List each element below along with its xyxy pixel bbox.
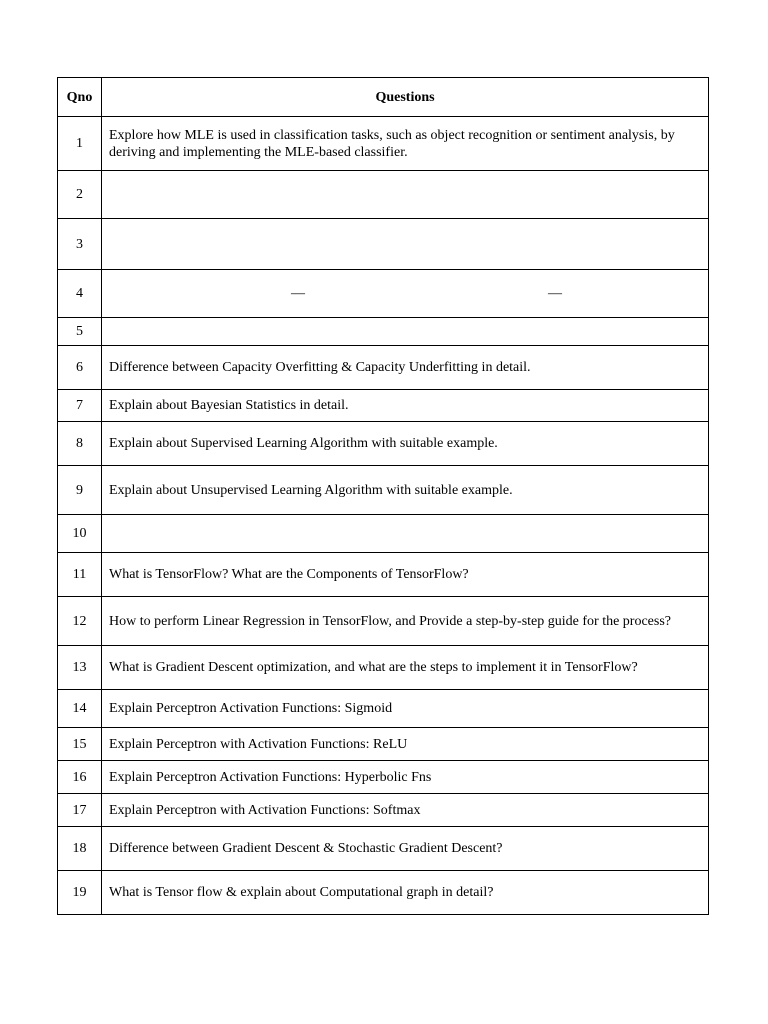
dash-marks — [109, 285, 696, 302]
question-text: What is TensorFlow? What are the Components of TensorFlow? — [102, 553, 709, 597]
question-text: Difference between Gradient Descent & Stochastic Gradient Descent? — [102, 827, 709, 871]
question-text: Explain about Unsupervised Learning Algorithm with suitable example. — [102, 466, 709, 515]
question-text — [102, 515, 709, 553]
table-row — [58, 761, 709, 794]
table-row — [58, 728, 709, 761]
table-row — [58, 553, 709, 597]
question-number: 1 — [58, 117, 102, 171]
header-qno: Qno — [58, 78, 102, 117]
question-text: Explain Perceptron with Activation Functions: Softmax — [102, 794, 709, 827]
questions-table — [57, 77, 709, 915]
table-row — [58, 219, 709, 270]
question-number: 3 — [58, 219, 102, 270]
question-text: Explain Perceptron with Activation Functions: ReLU — [102, 728, 709, 761]
table-row — [58, 646, 709, 690]
question-text — [102, 219, 709, 270]
table-header-row — [58, 78, 709, 117]
question-text: Explain about Bayesian Statistics in detail. — [102, 390, 709, 422]
question-number: 9 — [58, 466, 102, 515]
table-row — [58, 318, 709, 346]
question-text: Explain Perceptron Activation Functions: Sigmoid — [102, 690, 709, 728]
question-number: 13 — [58, 646, 102, 690]
question-number: 5 — [58, 318, 102, 346]
question-text: How to perform Linear Regression in TensorFlow, and Provide a step-by-step guide for the process? — [102, 597, 709, 646]
dash-mark: — — [291, 286, 305, 301]
table-row — [58, 466, 709, 515]
question-number: 10 — [58, 515, 102, 553]
question-number: 19 — [58, 871, 102, 915]
question-text: What is Gradient Descent optimization, and what are the steps to implement it in TensorFlow? — [102, 646, 709, 690]
question-number: 4 — [58, 270, 102, 318]
table-row — [58, 270, 709, 318]
table-row — [58, 794, 709, 827]
dash-mark: — — [548, 286, 562, 301]
question-text-with-marks — [102, 270, 709, 318]
table-row — [58, 690, 709, 728]
question-number: 6 — [58, 346, 102, 390]
table-row — [58, 827, 709, 871]
question-text: Explore how MLE is used in classification tasks, such as object recognition or sentiment analysis, by deriving and implementing the MLE-based classifier. — [102, 117, 709, 171]
table-row — [58, 515, 709, 553]
table-row — [58, 346, 709, 390]
question-number: 14 — [58, 690, 102, 728]
table-row — [58, 422, 709, 466]
question-number: 7 — [58, 390, 102, 422]
question-text — [102, 171, 709, 219]
header-questions: Questions — [102, 78, 709, 117]
question-text: Difference between Capacity Overfitting & Capacity Underfitting in detail. — [102, 346, 709, 390]
question-number: 11 — [58, 553, 102, 597]
question-number: 18 — [58, 827, 102, 871]
question-number: 2 — [58, 171, 102, 219]
table-row — [58, 390, 709, 422]
table-row — [58, 171, 709, 219]
question-text — [102, 318, 709, 346]
question-number: 17 — [58, 794, 102, 827]
table-row — [58, 117, 709, 171]
table-row — [58, 871, 709, 915]
question-number: 16 — [58, 761, 102, 794]
question-text: Explain Perceptron Activation Functions: Hyperbolic Fns — [102, 761, 709, 794]
question-number: 15 — [58, 728, 102, 761]
table-row — [58, 597, 709, 646]
question-number: 8 — [58, 422, 102, 466]
question-number: 12 — [58, 597, 102, 646]
question-text: What is Tensor flow & explain about Computational graph in detail? — [102, 871, 709, 915]
question-text: Explain about Supervised Learning Algorithm with suitable example. — [102, 422, 709, 466]
